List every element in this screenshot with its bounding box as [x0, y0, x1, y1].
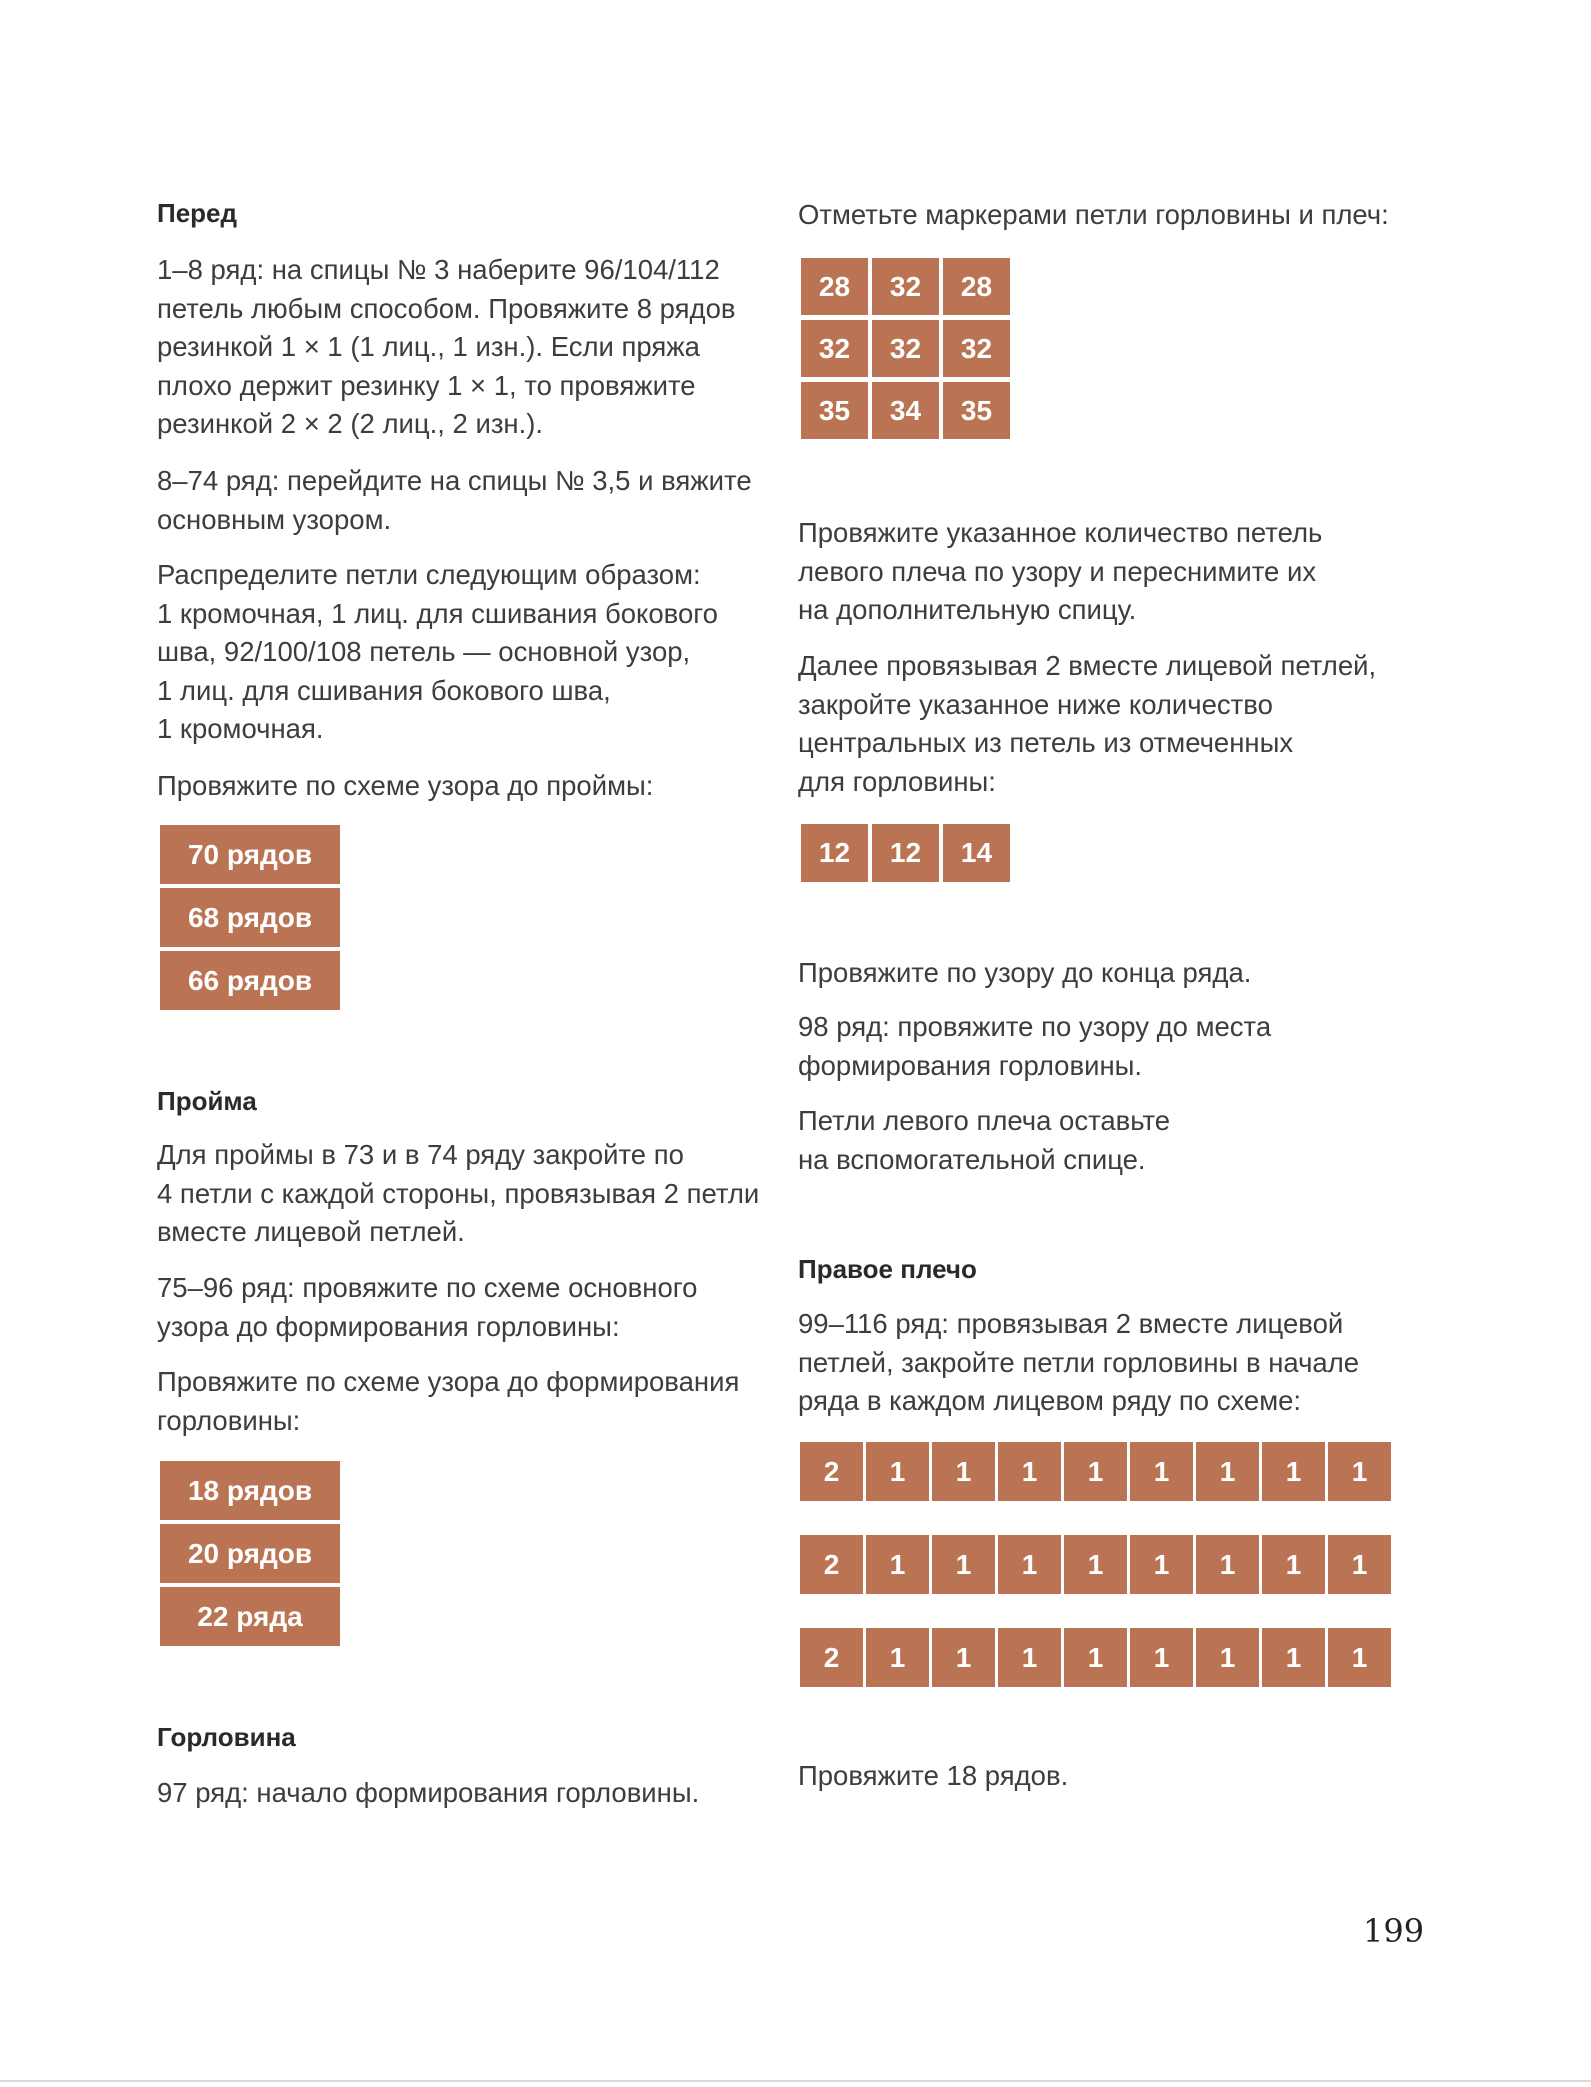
rows-bar-size-2: 20 рядов: [160, 1524, 340, 1583]
decrease-strip-cell: 1: [1328, 1535, 1391, 1594]
decrease-strip-cell: 1: [1064, 1628, 1127, 1687]
decrease-strip-cell: 1: [932, 1442, 995, 1501]
text-line: петель любым способом. Провяжите 8 рядов: [157, 292, 736, 324]
text-line: основным узором.: [157, 503, 392, 535]
decrease-strip-cell: 1: [866, 1442, 929, 1501]
center-stitches-cell: 14: [943, 824, 1010, 882]
text-line: левого плеча по узору и переснимите их: [798, 555, 1317, 587]
center-stitches-cell: 12: [872, 824, 939, 882]
text-line: петлей, закройте петли горловины в начале: [798, 1346, 1360, 1378]
text-line: для горловины:: [798, 765, 996, 797]
text-line: Распределите петли следующим образом:: [157, 559, 701, 590]
markers-grid-cell: 34: [872, 382, 939, 439]
text-line: закройте указанное ниже количество: [798, 688, 1273, 720]
text-line: на вспомогательной спице.: [798, 1143, 1146, 1175]
decrease-strip-cell: 1: [866, 1535, 929, 1594]
decrease-strip-cell: 1: [1064, 1442, 1127, 1501]
right-shoulder-paragraph: [798, 1305, 1359, 1421]
markers-grid-cell: 35: [801, 382, 868, 439]
rows-bar-size-3: 66 рядов: [160, 951, 340, 1010]
neckline-start-paragraph: [157, 1774, 699, 1813]
text-line: на дополнительную спицу.: [798, 594, 1137, 625]
center-stitches-cell: 12: [801, 824, 868, 882]
armhole-bind-off-paragraph: [157, 1136, 759, 1252]
text-line: Отметьте маркерами петли горловины и плеч:: [798, 199, 1389, 230]
markers-grid-cell: 32: [801, 320, 868, 377]
front-distribution-paragraph: [157, 556, 718, 749]
decrease-strip-cell: 2: [800, 1628, 863, 1687]
decrease-strip-cell: 1: [1262, 1628, 1325, 1687]
close-center-paragraph: [798, 647, 1376, 801]
markers-grid-cell: 32: [943, 320, 1010, 377]
decrease-strip-cell: 1: [1196, 1628, 1259, 1687]
text-line: 1 кромочная, 1 лиц. для сшивания бокового: [157, 597, 718, 629]
section-heading-neckline: Горловина: [157, 1722, 296, 1752]
section-heading-front: Перед: [157, 198, 237, 228]
text-line: резинкой 1 × 1 (1 лиц., 1 изн.). Если пряжа: [157, 331, 700, 362]
text-line: 4 петли с каждой стороны, провязывая 2 петли: [157, 1177, 760, 1209]
text-line: 1–8 ряд: на спицы № 3 наберите 96/104/112: [157, 254, 720, 285]
text-line: 1 лиц. для сшивания бокового шва,: [157, 674, 611, 706]
text-line: Провяжите 18 рядов.: [798, 1760, 1069, 1791]
front-cast-on-paragraph: [157, 251, 736, 444]
left-shoulder-hold-paragraph: [798, 1102, 1170, 1179]
page-number: 199: [1363, 1912, 1425, 1950]
markers-grid-cell: 35: [943, 382, 1010, 439]
bottom-divider: [0, 2080, 1591, 2082]
front-to-armhole-paragraph: [157, 767, 653, 806]
text-line: горловины:: [157, 1404, 301, 1436]
rows-bar-size-1: 18 рядов: [160, 1461, 340, 1520]
text-line: 98 ряд: провяжите по узору до места: [798, 1011, 1272, 1042]
decrease-strip-cell: 2: [800, 1535, 863, 1594]
markers-grid-cell: 28: [943, 258, 1010, 315]
decrease-strip-cell: 1: [1130, 1535, 1193, 1594]
knit-to-end-paragraph: [798, 954, 1251, 993]
text-line: формирования горловины.: [798, 1049, 1143, 1081]
armhole-rows-paragraph: [157, 1269, 697, 1346]
markers-paragraph: [798, 196, 1389, 235]
text-line: 99–116 ряд: провязывая 2 вместе лицевой: [798, 1308, 1344, 1339]
decrease-strip-cell: 1: [866, 1628, 929, 1687]
text-line: 75–96 ряд: провяжите по схеме основного: [157, 1272, 698, 1303]
text-line: вместе лицевой петлей.: [157, 1216, 465, 1247]
text-line: Для проймы в 73 и в 74 ряду закройте по: [157, 1139, 684, 1170]
section-heading-armhole: Пройма: [157, 1086, 257, 1116]
text-line: Петли левого плеча оставьте: [798, 1105, 1171, 1136]
text-line: центральных из петель из отмеченных: [798, 727, 1294, 758]
decrease-strip-cell: 1: [932, 1628, 995, 1687]
rows-bar-size-1: 70 рядов: [160, 825, 340, 884]
decrease-strip-cell: 1: [1196, 1442, 1259, 1501]
text-line: узора до формирования горловины:: [157, 1310, 620, 1342]
decrease-strip-cell: 1: [1328, 1628, 1391, 1687]
decrease-strip-cell: 1: [998, 1442, 1061, 1501]
decrease-strip-cell: 1: [932, 1535, 995, 1594]
markers-grid-cell: 28: [801, 258, 868, 315]
decrease-strip-cell: 1: [998, 1535, 1061, 1594]
decrease-strip-cell: 1: [1064, 1535, 1127, 1594]
decrease-strip-cell: 1: [1130, 1442, 1193, 1501]
decrease-strip-cell: 1: [1262, 1535, 1325, 1594]
text-line: Провяжите указанное количество петель: [798, 517, 1323, 548]
text-line: Провяжите по схеме узора до проймы:: [157, 770, 654, 801]
text-line: шва, 92/100/108 петель — основной узор,: [157, 636, 691, 667]
decrease-strip-cell: 1: [1196, 1535, 1259, 1594]
text-line: 1 кромочная.: [157, 713, 324, 744]
text-line: Далее провязывая 2 вместе лицевой петлей,: [798, 650, 1377, 681]
decrease-strip-cell: 1: [1328, 1442, 1391, 1501]
armhole-to-neckline-paragraph: [157, 1363, 739, 1440]
final-rows-paragraph: [798, 1757, 1068, 1796]
text-line: 8–74 ряд: перейдите на спицы № 3,5 и вяжите: [157, 465, 752, 496]
text-line: ряда в каждом лицевом ряду по схеме:: [798, 1385, 1302, 1416]
decrease-strip-cell: 2: [800, 1442, 863, 1501]
text-line: резинкой 2 × 2 (2 лиц., 2 изн.).: [157, 408, 544, 439]
decrease-strip-cell: 1: [1130, 1628, 1193, 1687]
decrease-strip-cell: 1: [998, 1628, 1061, 1687]
text-line: 97 ряд: начало формирования горловины.: [157, 1777, 700, 1808]
rows-bar-size-3: 22 ряда: [160, 1587, 340, 1646]
text-line: Провяжите по схеме узора до формирования: [157, 1366, 740, 1397]
row-98-paragraph: [798, 1008, 1271, 1085]
markers-grid-cell: 32: [872, 320, 939, 377]
text-line: Провяжите по узору до конца ряда.: [798, 957, 1252, 988]
decrease-strip-cell: 1: [1262, 1442, 1325, 1501]
text-line: плохо держит резинку 1 × 1, то провяжите: [157, 369, 696, 401]
rows-bar-size-2: 68 рядов: [160, 888, 340, 947]
section-heading-right-shoulder: Правое плечо: [798, 1254, 977, 1284]
front-needles-paragraph: [157, 462, 752, 539]
markers-grid-cell: 32: [872, 258, 939, 315]
bind-left-shoulder-paragraph: [798, 514, 1322, 630]
